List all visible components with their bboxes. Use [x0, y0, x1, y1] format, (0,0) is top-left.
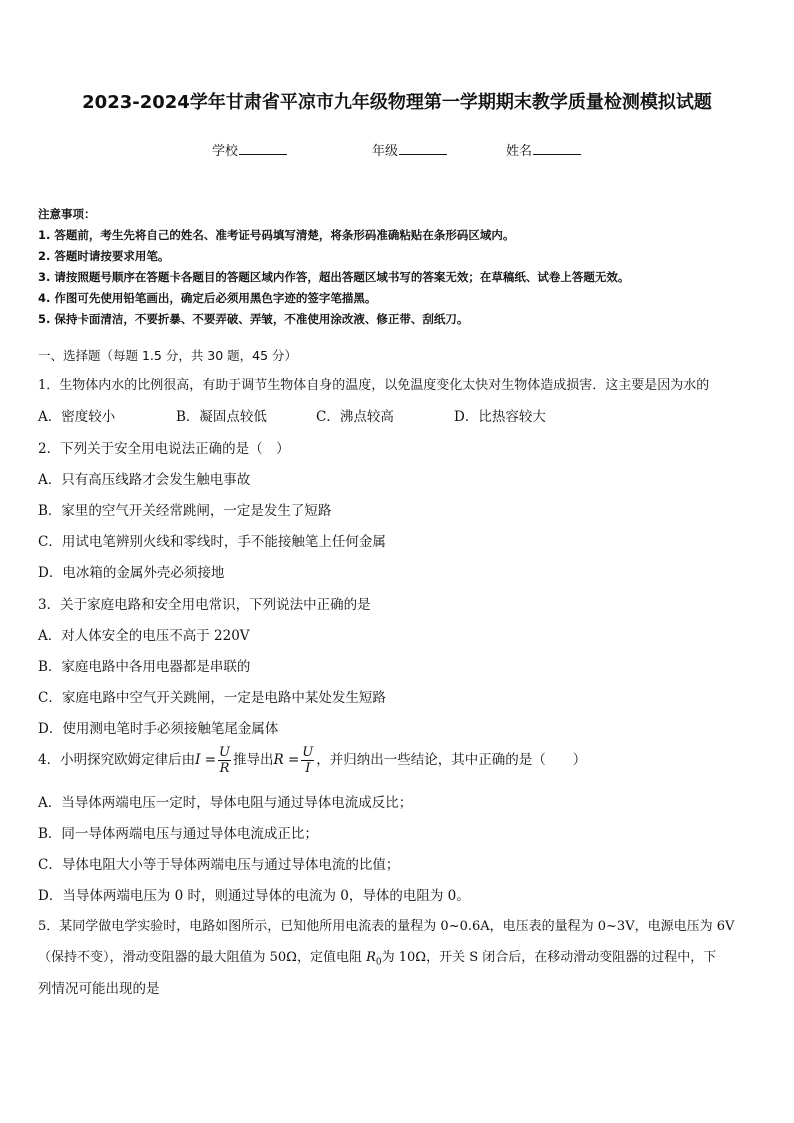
formula-1-denominator: R — [219, 761, 230, 776]
q1-option-a[interactable]: A．密度较小 — [38, 409, 116, 425]
name-blank[interactable] — [533, 142, 581, 155]
notes-item: 3. 请按照题号顺序在答题卡各题目的答题区域内作答，超出答题区域书写的答案无效；在草稿纸、试卷上答题无效。 — [38, 270, 630, 284]
q5-line-2-pre: （保持不变），滑动变阻器的最大阻值为 50Ω，定值电阻 — [38, 950, 367, 965]
grade-label: 年级 — [372, 144, 399, 159]
q3-stem: 3．关于家庭电路和安全用电常识，下列说法中正确的是 — [38, 597, 371, 613]
q4-option-c[interactable]: C．导体电阻大小等于导体两端电压与通过导体电流的比值； — [38, 857, 400, 873]
q1-option-d[interactable]: D．比热容较大 — [454, 409, 546, 425]
q5-line-3: 列情况可能出现的是 — [38, 981, 160, 997]
q4-stem-post: ，并归纳出一些结论，其中正确的是（ ） — [316, 752, 587, 768]
q2-option-b[interactable]: B．家里的空气开关经常跳闸，一定是发生了短路 — [38, 503, 332, 519]
q5-line-2-post: 为 10Ω，开关 S 闭合后，在移动滑动变阻器的过程中，下 — [381, 950, 717, 965]
q4-stem-mid: 推导出 — [233, 752, 274, 768]
notes-item: 1. 答题前，考生先将自己的姓名、准考证号码填写清楚，将条形码准确粘贴在条形码区域内。 — [38, 228, 515, 242]
q5-line-2 — [38, 946, 716, 968]
q2-option-d[interactable]: D．电冰箱的金属外壳必须接地 — [38, 565, 225, 581]
school-field[interactable] — [212, 140, 287, 159]
q1-options — [38, 405, 546, 425]
q1-option-b[interactable]: B．凝固点较低 — [176, 409, 267, 425]
r0-subscript: 0 — [375, 957, 382, 968]
name-field[interactable] — [506, 140, 581, 159]
notes-heading: 注意事项： — [38, 207, 96, 221]
page-title: 2023-2024学年甘肃省平凉市九年级物理第一学期期末教学质量检测模拟试题 — [82, 92, 712, 113]
notes-item: 4. 作图可先使用铅笔画出，确定后必须用黑色字迹的签字笔描黑。 — [38, 291, 377, 305]
name-label: 姓名 — [506, 144, 533, 159]
formula-1-lhs: I = — [195, 752, 217, 768]
q3-option-d[interactable]: D．使用测电笔时手必须接触笔尾金属体 — [38, 721, 279, 737]
q5-line-1: 5．某同学做电学实验时，电路如图所示，已知他所用电流表的量程为 0~0.6A，电压表的量程为 0~3V，电源电压为 6V — [38, 919, 735, 934]
q3-option-c[interactable]: C．家庭电路中空气开关跳闸，一定是电路中某处发生短路 — [38, 690, 386, 706]
q4-option-d[interactable]: D．当导体两端电压为 0 时，则通过导体的电流为 0，导体的电阻为 0。 — [38, 888, 470, 904]
section-heading: 一、选择题（每题 1.5 分，共 30 题，45 分） — [38, 348, 298, 363]
q1-stem: 1．生物体内水的比例很高，有助于调节生物体自身的温度，以免温度变化太快对生物体造成损害．这主要是因为水的 — [38, 378, 710, 393]
grade-field[interactable] — [372, 140, 447, 159]
q4-stem-pre: 4．小明探究欧姆定律后由 — [38, 752, 196, 768]
q2-option-c[interactable]: C．用试电笔辨别火线和零线时，手不能接触笔上任何金属 — [38, 534, 386, 550]
formula-2-numerator: U — [302, 745, 314, 760]
r0-symbol: R — [366, 950, 376, 965]
formula-2-denominator: I — [305, 761, 311, 776]
formula-1-fraction — [218, 745, 231, 776]
q4-option-b[interactable]: B．同一导体两端电压与通过导体电流成正比； — [38, 826, 318, 842]
q2-option-a[interactable]: A．只有高压线路才会发生触电事故 — [38, 472, 251, 488]
q4-option-a[interactable]: A．当导体两端电压一定时，导体电阻与通过导体电流成反比； — [38, 795, 413, 811]
q4-stem — [38, 740, 586, 780]
formula-2-lhs: R = — [273, 752, 300, 768]
q2-stem: 2．下列关于安全用电说法正确的是（ ） — [38, 441, 290, 457]
formula-1-numerator: U — [219, 745, 230, 760]
q3-option-b[interactable]: B．家庭电路中各用电器都是串联的 — [38, 659, 251, 675]
notes-item: 2. 答题时请按要求用笔。 — [38, 249, 170, 263]
formula-2-fraction — [301, 745, 314, 776]
school-blank[interactable] — [239, 142, 287, 155]
q1-option-c[interactable]: C．沸点较高 — [316, 409, 394, 425]
grade-blank[interactable] — [399, 142, 447, 155]
school-label: 学校 — [212, 144, 239, 159]
q3-option-a[interactable]: A．对人体安全的电压不高于 220V — [38, 628, 250, 644]
notes-item: 5. 保持卡面清洁，不要折暴、不要弄破、弄皱，不准使用涂改液、修正带、刮纸刀。 — [38, 312, 469, 326]
notes-block — [38, 204, 629, 330]
